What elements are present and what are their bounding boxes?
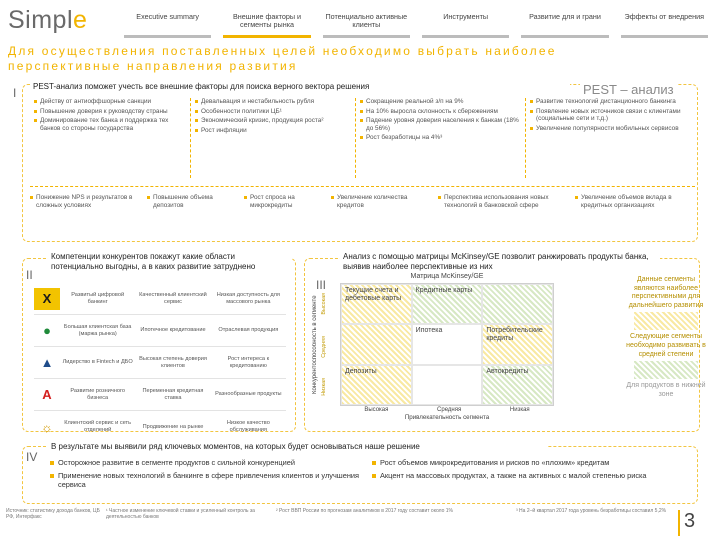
pest-item: Сокращение реальной з/п на 9%	[360, 98, 521, 106]
table-cell: Ипотечное кредитование	[140, 327, 206, 334]
pest-divider	[30, 186, 695, 187]
table-cell: Высокая степень доверия клиентов	[139, 355, 207, 369]
table-cell: Развитие розничного бизнеса	[70, 387, 125, 401]
x-tick-label: Средняя	[437, 407, 462, 413]
simple-logo: Simple	[8, 6, 88, 34]
impact-item: Рост спроса на микрокредиты	[244, 194, 324, 209]
matrix-cell: Депозиты	[341, 365, 412, 405]
footnote: Источник: статистику дохода банков, ЦБ РФ, Интерфакс	[6, 508, 100, 520]
bank-logo-icon: ☼	[41, 419, 53, 435]
legend-text-bottom: Для продуктов в нижней зоне	[626, 382, 706, 398]
nav-item-external-factors[interactable]: Внешние факторы и сегменты рынка	[217, 10, 316, 38]
table-cell: Переменная кредитная ставка	[142, 387, 204, 401]
table-cell: Разнообразные продукты	[215, 391, 282, 398]
conclusion-item: Осторожное развитие в сегменте продуктов с сильной конкуренцией	[50, 458, 360, 467]
table-cell: Качественный клиентский сервис	[139, 291, 207, 305]
y-tick-label: Высокая	[321, 293, 327, 315]
section-marker-4: IV	[26, 450, 38, 464]
pest-column-economic	[190, 98, 355, 178]
matrix-title: Матрица McKinsey/GE	[410, 273, 484, 280]
nav-item-active-clients[interactable]: Потенциально активные клиенты	[317, 10, 416, 38]
conclusion-item: Применение новых технологий в банкинге в сфере привлечения клиентов и улучшения сервиса	[50, 471, 360, 489]
pest-item: Увеличение популярности мобильных сервисов	[530, 125, 691, 133]
y-tick-label: Средняя	[321, 335, 327, 358]
legend-text-mid: Следующие сегменты необходимо развивать в средней степени	[626, 333, 706, 358]
impact-item: Повышение объема депозитов	[147, 194, 237, 209]
table-cell: Рост интереса к кредитованию	[227, 355, 270, 369]
pest-column-technological	[525, 98, 695, 178]
table-cell: Большая клиентская база (маржа рынка)	[63, 323, 132, 337]
matrix-cell: Потребительские кредиты	[482, 324, 553, 364]
section-competitors-title: Компетенции конкурентов покажут какие области потенциально выгодны, а в каких развитие затруднено	[48, 252, 292, 271]
section-conclusions-title: В результате мы выявили ряд ключевых моментов, на которых будет основываться наше решение	[48, 442, 548, 452]
matrix-legend	[626, 276, 706, 399]
pest-item: На 10% выросла склонность к сбережениям	[360, 108, 521, 116]
page-number-bar	[678, 510, 680, 536]
impact-item: Увеличение количества кредитов	[331, 194, 431, 209]
section-marker-2: II	[26, 268, 33, 282]
page-headline: Для осуществления поставленных целей необходимо выбрать наиболее перспективные направления развития	[8, 44, 557, 73]
pest-item: Особенности политики ЦБ¹	[195, 108, 351, 116]
table-cell: Низкое качество обслуживания	[226, 420, 270, 433]
top-navigation	[118, 10, 714, 38]
y-tick-label: Низкая	[321, 377, 327, 396]
matrix-cell: Кредитные карты	[412, 284, 483, 324]
pest-impacts	[30, 194, 695, 209]
matrix-cell	[341, 324, 412, 364]
matrix-y-axis-label: Конкурентоспособность в сегменте	[312, 295, 318, 394]
bank-logo-icon: ▲	[40, 355, 54, 370]
x-tick-label: Низкая	[509, 407, 530, 413]
pest-item: Рост безработицы на 4%³	[360, 134, 521, 142]
footnote: ³ На 2–й квартал 2017 года уровень безработицы составил 5,2%	[516, 508, 667, 514]
pest-analysis-label: PEST – анализ	[580, 82, 677, 97]
matrix-cell: Ипотека	[412, 324, 483, 364]
table-row	[34, 411, 286, 443]
table-cell: Низкая доступность для массового рынка	[216, 291, 280, 305]
conclusion-item: Рост объемов микрокредитования и рисков по «плохим» кредитам	[372, 458, 692, 467]
matrix-cell	[482, 284, 553, 324]
page-number: 3	[684, 510, 696, 532]
table-row	[34, 283, 286, 315]
section-marker-1: I	[13, 86, 17, 100]
legend-text-top: Данные сегменты являются наиболее перспективными для дальнейшего развития	[628, 276, 704, 309]
section-pest-title: PEST-анализ поможет учесть все внешние факторы для поиска верного вектора решения	[30, 82, 570, 92]
matrix-cell: Автокредиты	[482, 365, 553, 405]
pest-column-social	[355, 98, 525, 178]
table-cell: Отраслевая продукция	[218, 327, 279, 334]
footnote: ² Рост ВВП России по прогнозам аналитиков в 2017 году составит около 1%	[276, 508, 453, 514]
pest-columns	[30, 98, 695, 178]
table-row	[34, 315, 286, 347]
table-cell: Продвижение на рынке	[142, 423, 204, 430]
conclusion-item: Акцент на массовых продуктах, а также на активных с малой степенью риска	[372, 471, 692, 480]
matrix-y-ticks	[321, 283, 339, 406]
pest-item: Девальвация и нестабильность рубля	[195, 98, 351, 106]
pest-item: Рост инфляции	[195, 127, 351, 135]
section-marker-3: III	[316, 278, 327, 292]
pest-item: Падение уровня доверия населения к банкам (18% до 56%)	[360, 117, 521, 132]
bank-logo-icon: A	[42, 387, 52, 402]
legend-swatch-green	[634, 361, 698, 379]
matrix-cell	[412, 365, 483, 405]
nav-item-development[interactable]: Развитие для и грани	[515, 10, 614, 38]
conclusions-left	[50, 458, 360, 493]
bank-logo-icon: ●	[43, 323, 51, 338]
table-cell: Лидерство в Fintech и ДБО	[62, 359, 133, 366]
footnote: ¹ Частное изменение ключевой ставки и усиленный контроль за деятельностью банков	[106, 508, 255, 520]
matrix-grid	[340, 283, 554, 406]
x-tick-label: Высокая	[364, 407, 389, 413]
nav-item-tools[interactable]: Инструменты	[416, 10, 515, 38]
impact-item: Понижение NPS и результатов в сложных условиях	[30, 194, 140, 209]
bank-logo-icon: X	[34, 288, 60, 310]
table-row	[34, 347, 286, 379]
pest-column-political	[30, 98, 190, 178]
legend-swatch-yellow	[634, 312, 698, 330]
matrix-x-ticks	[340, 407, 554, 413]
competitors-table	[34, 283, 286, 443]
matrix-cell: Текущие счета и дебетовые карты	[341, 284, 412, 324]
impact-item: Перспектива использования новых технологий в банковской сфере	[438, 194, 568, 209]
table-cell: Развитый цифровой банкинг	[71, 291, 125, 305]
matrix-x-axis-label: Привлекательность сегмента	[404, 414, 490, 421]
section-matrix-title: Анализ с помощью матрицы McKinsey/GE позволит ранжировать продукты банка, выявив наиболее перспективные из них	[340, 252, 660, 271]
pest-item: Повышение доверия к руководству страны	[34, 108, 186, 116]
pest-item: Появление новых источников связи с клиентами (социальные сети и т.д.)	[530, 108, 691, 123]
table-row	[34, 379, 286, 411]
pest-item: Развитие технологий дистанционного банкинга	[530, 98, 691, 106]
impact-item: Увеличение объемов вклада в кредитных организациях	[575, 194, 695, 209]
nav-item-effects[interactable]: Эффекты от внедрения	[615, 10, 714, 38]
table-cell: Клиентский сервис и сеть отделений	[64, 420, 132, 433]
conclusions-right	[372, 458, 692, 484]
nav-item-executive-summary[interactable]: Executive summary	[118, 10, 217, 38]
pest-item: Доминирование тех банка и поддержка тех банков со стороны государства	[34, 117, 186, 132]
footnotes	[6, 508, 686, 520]
pest-item: Экономический кризис, продукция роста²	[195, 117, 351, 125]
pest-item: Действу от антиоффшорные санкции	[34, 98, 186, 106]
